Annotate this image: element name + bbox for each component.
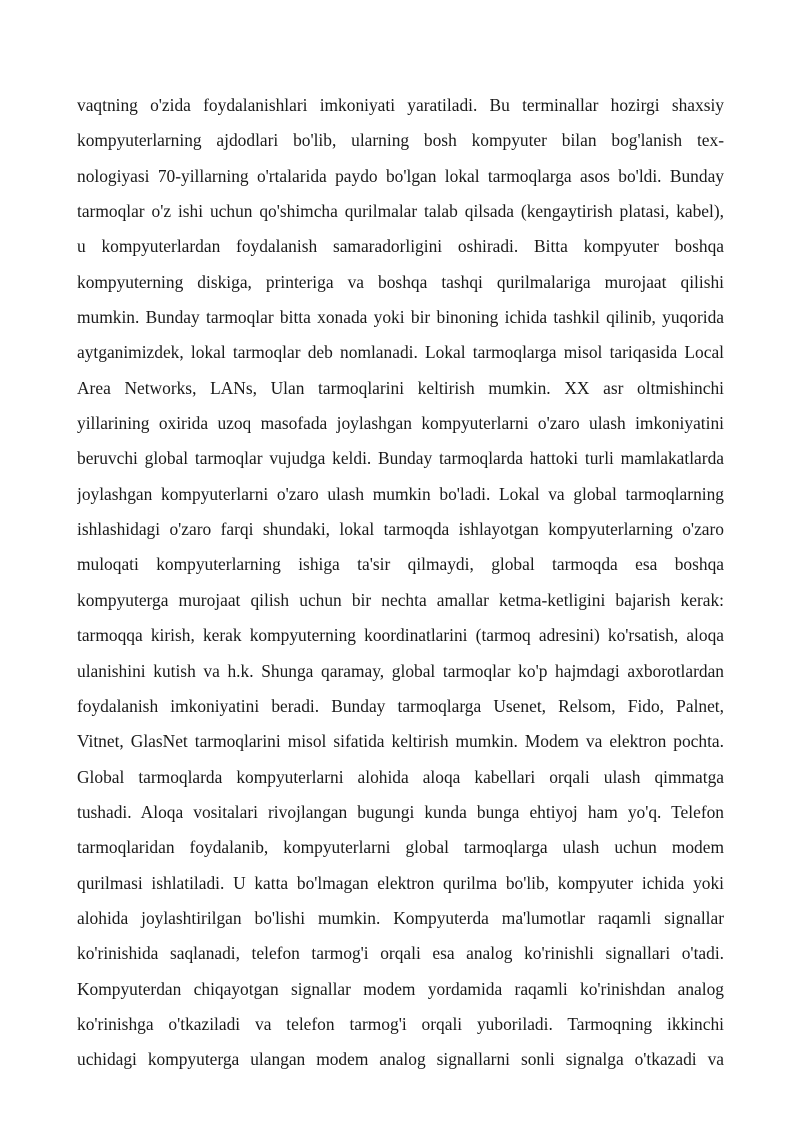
text-line: mumkin. Bunday tarmoqlar bitta xonada yoki bir binoning ichida tashkil qilinib, yuqorida (77, 307, 724, 328)
text-line: Kompyuterdan chiqayotgan signallar modem yordamida raqamli ko'rinishdan analog (77, 978, 724, 999)
text-line: ko'rinishida saqlanadi, telefon tarmog'i orqali esa analog ko'rinishli signallari o'tadi. (77, 943, 724, 964)
text-line: tarmoqlaridan foydalanib, kompyuterlarni global tarmoqlarga ulash uchun modem (77, 837, 724, 858)
body-text (77, 88, 724, 1078)
text-line: tushadi. Aloqa vositalari rivojlangan bugungi kunda bunga ehtiyoj ham yo'q. Telefon (77, 801, 724, 822)
text-line: ulanishini kutish va h.k. Shunga qaramay, global tarmoqlar ko'p hajmdagi axborotlardan (77, 660, 724, 681)
text-line: Area Networks, LANs, Ulan tarmoqlarini keltirish mumkin. XX asr oltmishinchi (77, 377, 724, 398)
text-line: u kompyuterlardan foydalanish samaradorligini oshiradi. Bitta kompyuter boshqa (77, 236, 724, 257)
text-line: kompyuterning diskiga, printeriga va boshqa tashqi qurilmalariga murojaat qilishi (77, 271, 724, 292)
text-line: nologiyasi 70-yillarning o'rtalarida paydo bo'lgan lokal tarmoqlarga asos bo'ldi. Bunday (77, 165, 724, 186)
text-line: ishlashidagi o'zaro farqi shundaki, lokal tarmoqda ishlayotgan kompyuterlarning o'zaro (77, 519, 724, 540)
text-line: kompyuterga murojaat qilish uchun bir nechta amallar ketma-ketligini bajarish kerak: (77, 589, 724, 610)
text-line: Global tarmoqlarda kompyuterlarni alohida aloqa kabellari orqali ulash qimmatga (77, 766, 724, 787)
text-line: tarmoqqa kirish, kerak kompyuterning koordinatlarini (tarmoq adresini) ko'rsatish, aloqa (77, 625, 724, 646)
text-line: qurilmasi ishlatiladi. U katta bo'lmagan elektron qurilma bo'lib, kompyuter ichida yoki (77, 872, 724, 893)
text-line: kompyuterlarning ajdodlari bo'lib, ularning bosh kompyuter bilan bog'lanish tex- (77, 130, 724, 151)
text-line: foydalanish imkoniyatini beradi. Bunday tarmoqlarga Usenet, Relsom, Fido, Palnet, (77, 695, 724, 716)
text-line: vaqtning o'zida foydalanishlari imkoniyati yaratiladi. Bu terminallar hozirgi shaxsiy (77, 95, 724, 115)
text-line: alohida joylashtirilgan bo'lishi mumkin. Kompyuterda ma'lumotlar raqamli signallar (77, 907, 724, 928)
text-line: ko'rinishga o'tkaziladi va telefon tarmog'i orqali yuboriladi. Tarmoqning ikkinchi (77, 1013, 724, 1034)
text-line: muloqati kompyuterlarning ishiga ta'sir qilmaydi, global tarmoqda esa boshqa (77, 554, 724, 575)
text-line: tarmoqlar o'z ishi uchun qo'shimcha qurilmalar talab qilsada (kengaytirish platasi, kabel), (77, 201, 724, 222)
text-line: joylashgan kompyuterlarni o'zaro ulash mumkin bo'ladi. Lokal va global tarmoqlarning (77, 483, 724, 504)
text-line: uchidagi kompyuterga ulangan modem analog signallarni sonli signalga o'tkazadi va (77, 1049, 724, 1070)
text-line: yillarining oxirida uzoq masofada joylashgan kompyuterlarni o'zaro ulash imkoniyatini (77, 413, 724, 434)
text-line: Vitnet, GlasNet tarmoqlarini misol sifatida keltirish mumkin. Modem va elektron pochta. (77, 731, 724, 752)
text-line: beruvchi global tarmoqlar vujudga keldi. Bunday tarmoqlarda hattoki turli mamlakatlarda (77, 448, 724, 469)
text-line: aytganimizdek, lokal tarmoqlar deb nomlanadi. Lokal tarmoqlarga misol tariqasida Local (77, 342, 724, 363)
